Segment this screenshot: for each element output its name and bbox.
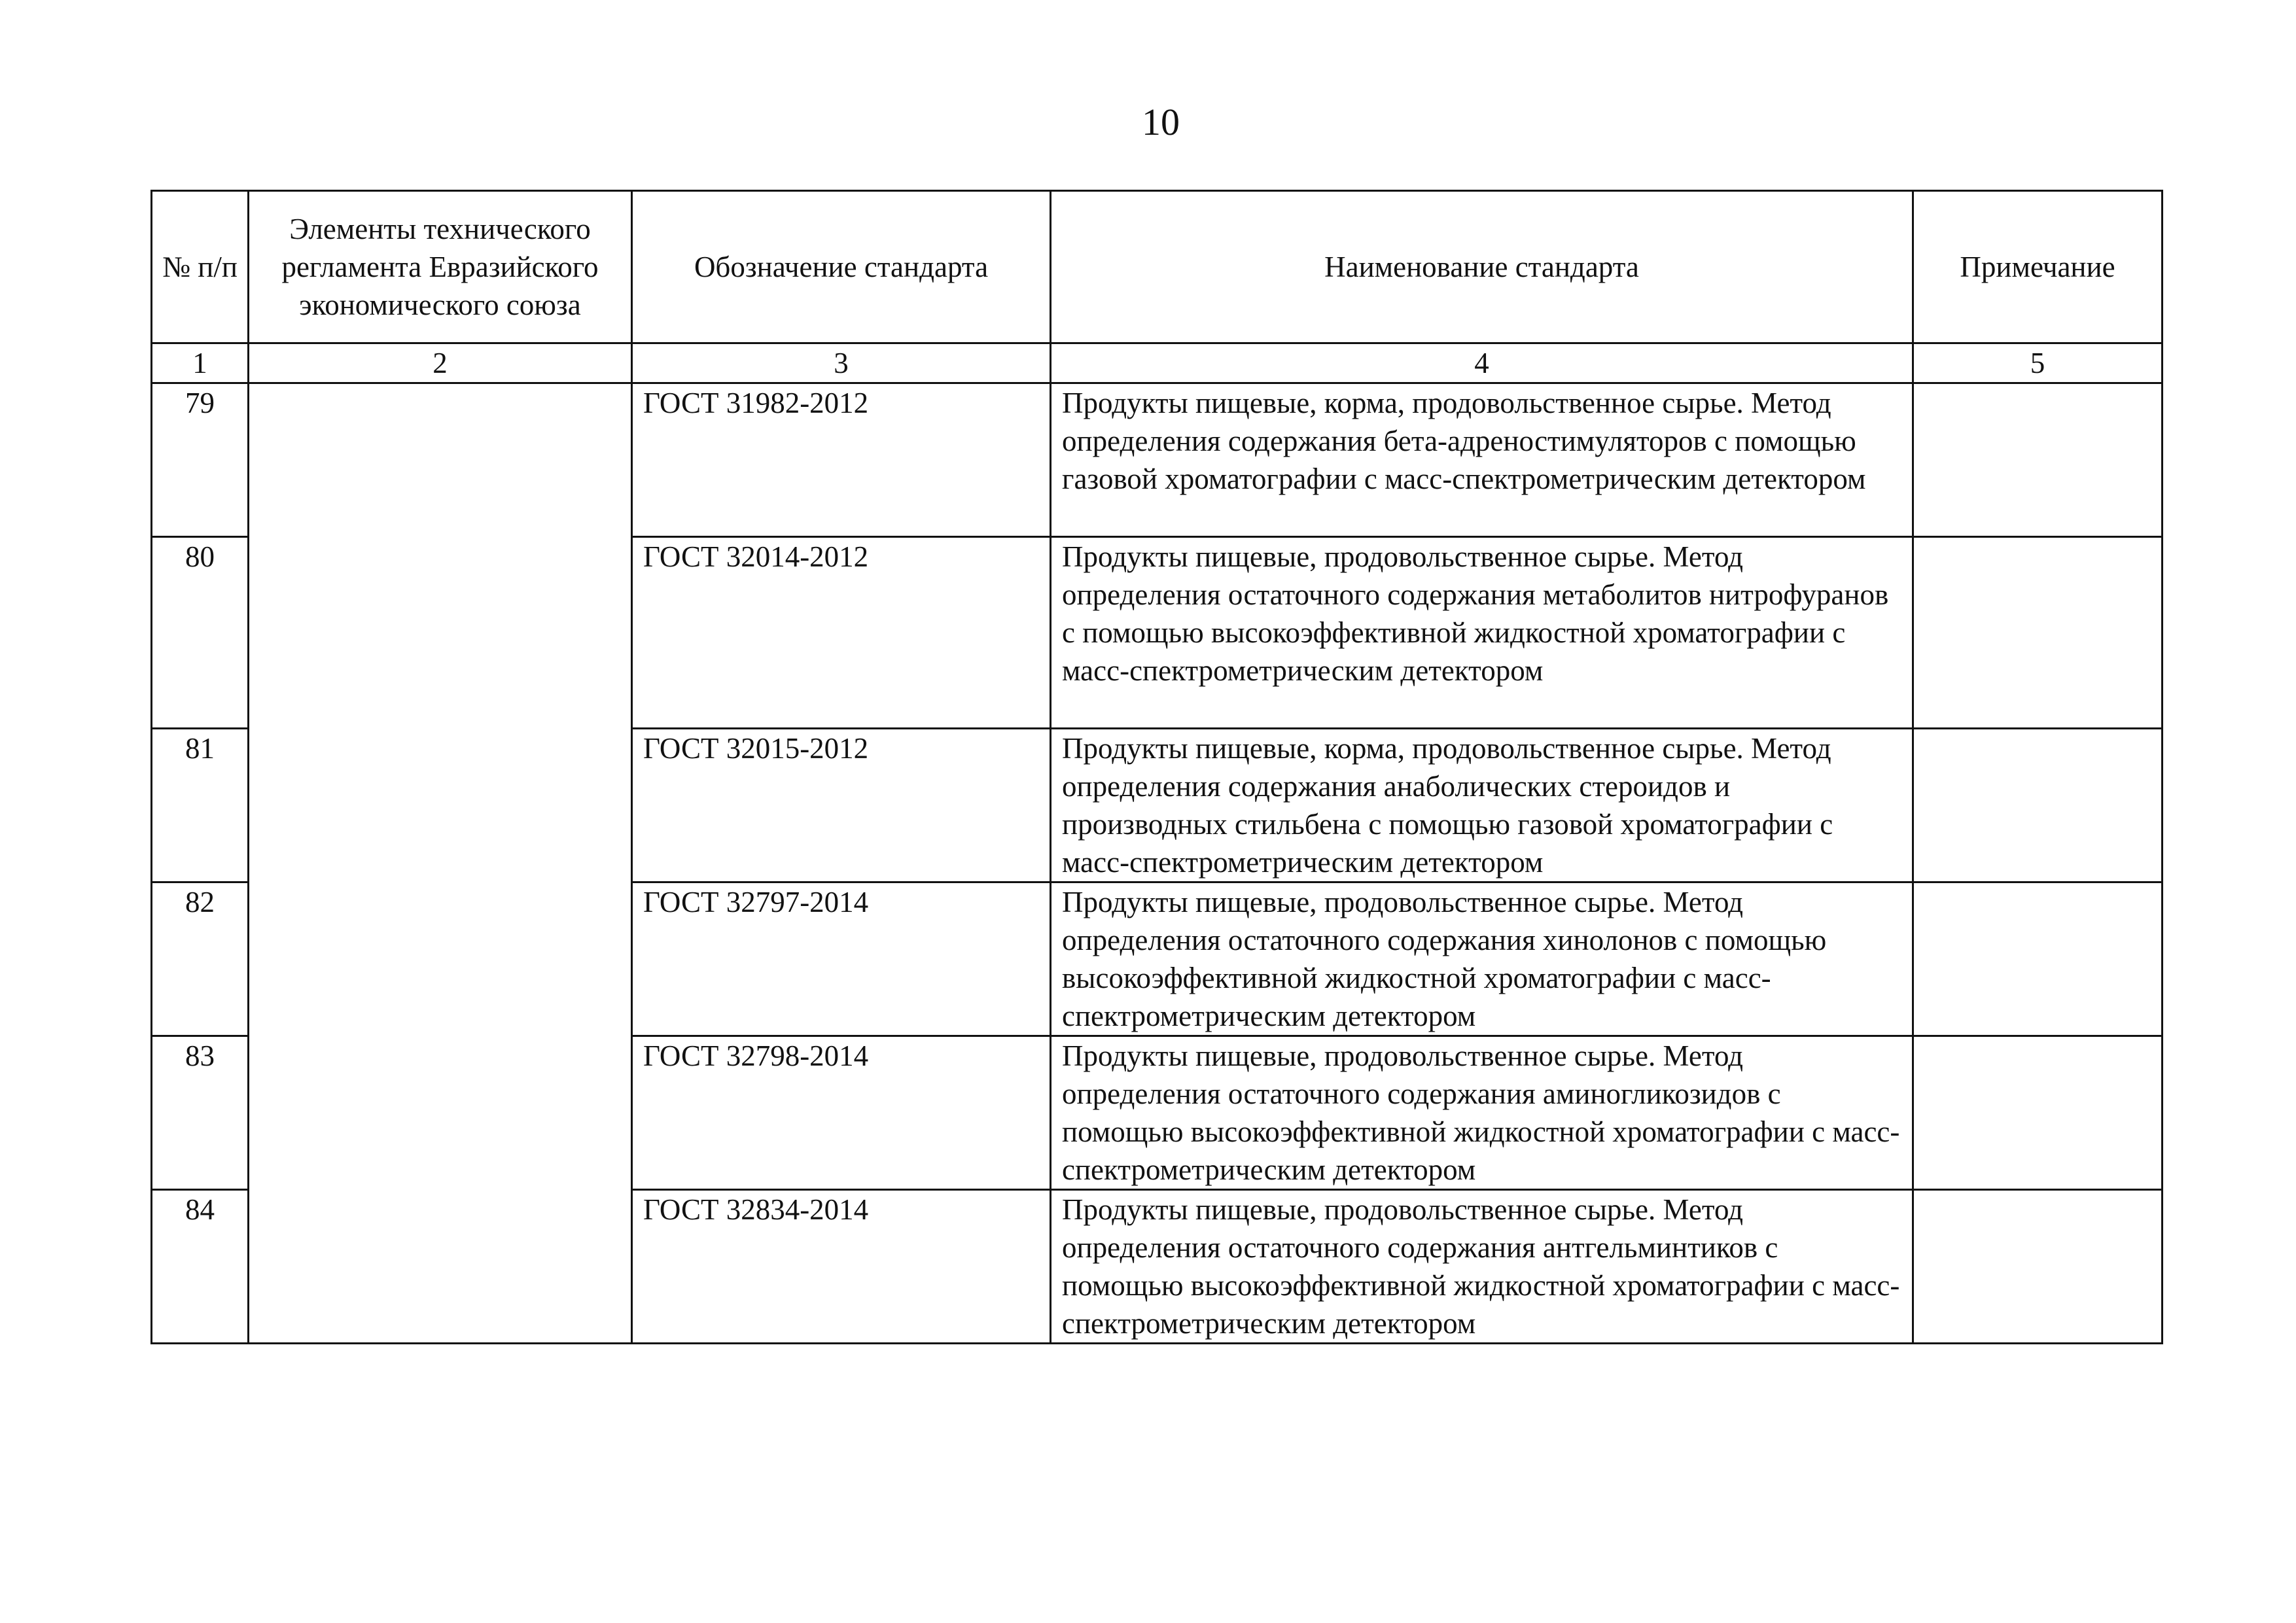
row-number: 81 — [152, 729, 249, 882]
note-cell — [1913, 1190, 2163, 1344]
column-number: 5 — [1913, 343, 2163, 383]
column-number: 4 — [1051, 343, 1913, 383]
standard-name: Продукты пищевые, продовольственное сырье. Метод определения остаточного содержания аминогликозидов с помощью высокоэффективной жидкостной хроматографии с масс-спектрометрическим детектором — [1051, 1036, 1913, 1190]
standard-designation: ГОСТ 31982-2012 — [632, 383, 1051, 537]
header-name: Наименование стандарта — [1051, 191, 1913, 343]
standard-name: Продукты пищевые, продовольственное сырье. Метод определения остаточного содержания метаболитов нитрофуранов с помощью высокоэффективной жидкостной хроматографии с масс-спектрометрическим детектором — [1051, 537, 1913, 729]
page-number: 10 — [1142, 101, 1180, 143]
note-cell — [1913, 882, 2163, 1036]
row-number: 83 — [152, 1036, 249, 1190]
element-cell — [249, 383, 632, 1344]
row-number: 79 — [152, 383, 249, 537]
standard-name: Продукты пищевые, корма, продовольственное сырье. Метод определения содержания бета-адреностимуляторов с помощью газовой хроматографии с масс-спектрометрическим детектором — [1051, 383, 1913, 537]
table-row — [152, 383, 2163, 537]
header-note: Примечание — [1913, 191, 2163, 343]
standard-name: Продукты пищевые, корма, продовольственное сырье. Метод определения содержания анаболических стероидов и производных стильбена с помощью газовой хроматографии с масс-спектрометрическим детектором — [1051, 729, 1913, 882]
column-number: 1 — [152, 343, 249, 383]
header-row — [152, 191, 2163, 343]
standard-designation: ГОСТ 32798-2014 — [632, 1036, 1051, 1190]
standard-name: Продукты пищевые, продовольственное сырье. Метод определения остаточного содержания антгельминтиков с помощью высокоэффективной жидкостной хроматографии с масс-спектрометрическим детектором — [1051, 1190, 1913, 1344]
standard-designation: ГОСТ 32014-2012 — [632, 537, 1051, 729]
column-number: 2 — [249, 343, 632, 383]
standard-designation: ГОСТ 32797-2014 — [632, 882, 1051, 1036]
standard-designation: ГОСТ 32834-2014 — [632, 1190, 1051, 1344]
standards-table — [150, 190, 2163, 1344]
header-designation: Обозначение стандарта — [632, 191, 1051, 343]
column-number-row — [152, 343, 2163, 383]
header-element: Элементы технического регламента Евразийского экономического союза — [249, 191, 632, 343]
row-number: 82 — [152, 882, 249, 1036]
column-number: 3 — [632, 343, 1051, 383]
row-number: 80 — [152, 537, 249, 729]
row-number: 84 — [152, 1190, 249, 1344]
note-cell — [1913, 383, 2163, 537]
header-no: № п/п — [152, 191, 249, 343]
note-cell — [1913, 729, 2163, 882]
note-cell — [1913, 537, 2163, 729]
standard-name: Продукты пищевые, продовольственное сырье. Метод определения остаточного содержания хинолонов с помощью высокоэффективной жидкостной хроматографии с масс-спектрометрическим детектором — [1051, 882, 1913, 1036]
note-cell — [1913, 1036, 2163, 1190]
standard-designation: ГОСТ 32015-2012 — [632, 729, 1051, 882]
